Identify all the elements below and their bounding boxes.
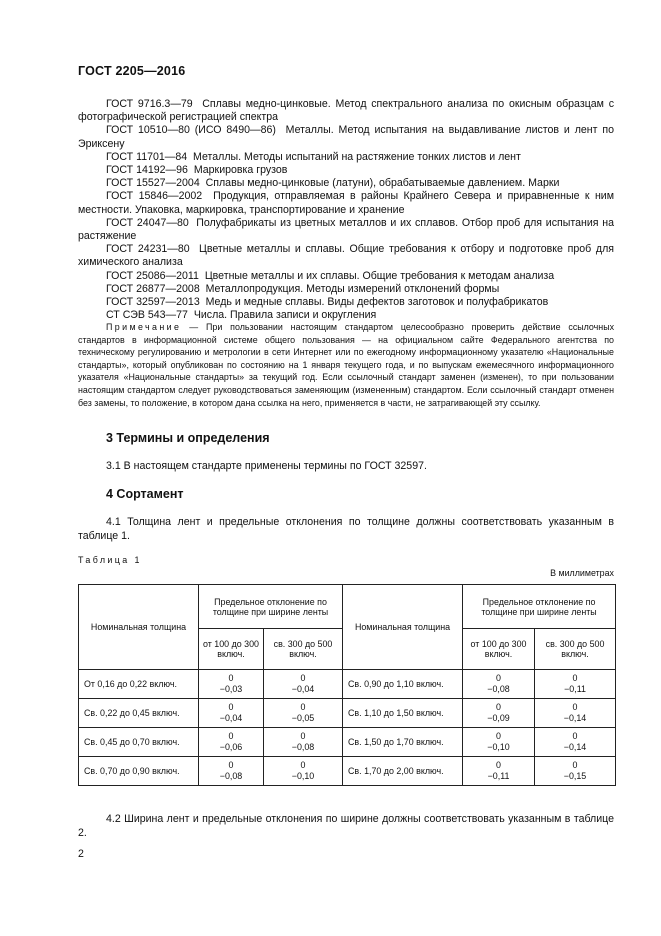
reference-item — [78, 124, 614, 150]
reference-text: Сплавы медно-цинковые. Метод спектрального анализа по окисным образцам с фотографической регистрацией спектра — [78, 98, 614, 124]
thickness-tolerance-table — [78, 584, 616, 786]
page-number: 2 — [78, 848, 84, 860]
reference-code: ГОСТ 10510—80 (ИСО 8490—86) — [106, 124, 276, 137]
clause-4-1: 4.1 Толщина лент и предельные отклонения по толщине должны соответствовать указанным в таблице 1. — [78, 516, 614, 542]
reference-item — [78, 177, 614, 190]
table-caption: Таблица 1 — [78, 555, 142, 565]
header-width-300-500: св. 300 до 500 включ. — [264, 629, 343, 670]
reference-code: ГОСТ 14192—96 — [106, 164, 188, 177]
deviation-cell: 0 −0,11 — [535, 670, 616, 699]
table-row — [79, 728, 616, 757]
document-header: ГОСТ 2205—2016 — [78, 64, 186, 78]
table-header-row — [79, 585, 616, 629]
reference-code: ГОСТ 9716.3—79 — [106, 98, 193, 110]
deviation-cell: 0 −0,06 — [199, 728, 264, 757]
reference-text: Медь и медные сплавы. Виды дефектов заготовок и полуфабрикатов — [205, 296, 549, 309]
reference-item — [78, 98, 614, 124]
header-nominal-thickness: Номинальная толщина — [79, 585, 199, 670]
reference-item — [78, 243, 614, 269]
nominal-thickness-cell: От 0,16 до 0,22 включ. — [79, 670, 199, 699]
section-4-heading: 4 Сортамент — [106, 487, 184, 501]
reference-text: Числа. Правила записи и округления — [193, 309, 377, 322]
deviation-cell: 0 −0,05 — [264, 699, 343, 728]
clause-3-1: 3.1 В настоящем стандарте применены термины по ГОСТ 32597. — [106, 460, 427, 472]
header-width-100-300: от 100 до 300 включ. — [199, 629, 264, 670]
normative-references-list — [78, 98, 614, 322]
nominal-thickness-cell: Св. 0,45 до 0,70 включ. — [79, 728, 199, 757]
reference-code: ГОСТ 24231—80 — [106, 243, 190, 256]
table-units: В миллиметрах — [550, 568, 614, 578]
reference-code: ГОСТ 15527—2004 — [106, 177, 200, 190]
reference-text: Металлы. Методы испытаний на растяжение тонких листов и лент — [193, 150, 521, 163]
header-deviation: Предельное отклонение по толщине при ширине ленты — [463, 585, 616, 629]
reference-code: ГОСТ 25086—2011 — [106, 269, 199, 282]
reference-text: Цветные металлы и сплавы. Общие требования к отбору и подготовке проб для химического анализа — [78, 243, 614, 269]
reference-item — [78, 151, 614, 164]
deviation-cell: 0 −0,04 — [199, 699, 264, 728]
reference-text: Металлы. Метод испытания на выдавливание листов и лент по Эриксену — [78, 124, 614, 150]
deviation-cell: 0 −0,08 — [463, 670, 535, 699]
deviation-cell: 0 −0,08 — [264, 728, 343, 757]
nominal-thickness-cell: Св. 0,22 до 0,45 включ. — [79, 699, 199, 728]
header-width-300-500: св. 300 до 500 включ. — [535, 629, 616, 670]
deviation-cell: 0 −0,08 — [199, 757, 264, 786]
reference-text: Металлопродукция. Методы измерений отклонений формы — [205, 282, 500, 295]
deviation-cell: 0 −0,09 — [463, 699, 535, 728]
reference-text: Сплавы медно-цинковые (латуни), обрабатываемые давлением. Марки — [205, 177, 560, 190]
reference-item — [78, 270, 614, 283]
reference-code: ГОСТ 26877—2008 — [106, 282, 200, 295]
reference-item — [78, 283, 614, 296]
reference-code: СТ СЭВ 543—77 — [106, 309, 188, 322]
reference-code: ГОСТ 24047—80 — [106, 216, 189, 229]
reference-item — [78, 296, 614, 309]
reference-item — [78, 164, 614, 177]
header-deviation: Предельное отклонение по толщине при ширине ленты — [199, 585, 343, 629]
deviation-cell: 0 −0,14 — [535, 728, 616, 757]
deviation-cell: 0 −0,04 — [264, 670, 343, 699]
section-3-heading: 3 Термины и определения — [106, 431, 270, 445]
nominal-thickness-cell: Св. 1,70 до 2,00 включ. — [343, 757, 463, 786]
reference-item — [78, 217, 614, 243]
deviation-cell: 0 −0,11 — [463, 757, 535, 786]
nominal-thickness-cell: Св. 0,70 до 0,90 включ. — [79, 757, 199, 786]
deviation-cell: 0 −0,15 — [535, 757, 616, 786]
clause-4-2: 4.2 Ширина лент и предельные отклонения по ширине должны соответствовать указанным в таблице 2. — [78, 813, 614, 839]
table-row — [79, 757, 616, 786]
reference-text: Маркировка грузов — [193, 164, 288, 177]
reference-text: Продукция, отправляемая в районы Крайнего Севера и приравненные к ним местности. Упаковка, маркировка, транспортирование и хранение — [78, 190, 615, 216]
note-label: Примечание — [106, 322, 182, 332]
nominal-thickness-cell: Св. 0,90 до 1,10 включ. — [343, 670, 463, 699]
reference-code: ГОСТ 32597—2013 — [106, 296, 200, 309]
deviation-cell: 0 −0,10 — [463, 728, 535, 757]
reference-item — [78, 190, 614, 216]
nominal-thickness-cell: Св. 1,50 до 1,70 включ. — [343, 728, 463, 757]
reference-text: Цветные металлы и их сплавы. Общие требования к методам анализа — [204, 269, 555, 282]
table-row — [79, 670, 616, 699]
note-paragraph — [78, 321, 614, 409]
reference-code: ГОСТ 11701—84 — [106, 150, 188, 163]
header-width-100-300: от 100 до 300 включ. — [463, 629, 535, 670]
header-nominal-thickness: Номинальная толщина — [343, 585, 463, 670]
deviation-cell: 0 −0,14 — [535, 699, 616, 728]
reference-code: ГОСТ 15846—2002 — [106, 190, 203, 203]
deviation-cell: 0 −0,03 — [199, 670, 264, 699]
note-text: — При пользовании настоящим стандартом целесообразно проверить действие ссылочных стандартов в информационной системе общего пользования — на официальном сайте Федерального агентства по техническому регулированию и метрологии в сети Интернет или по ежегодному информационному указателю «Национальные стандарты», который опубликован по состоянию на 1 января текущего года, и по выпускам ежемесячного информационного указателя «Национальные стандарты» за текущий год. Если ссылочный стандарт заменен (изменен), то при пользовании настоящим стандартом следует руководствоваться заменяющим (измененным) стандартом. Если ссылочный стандарт отменен без замены, то положение, в котором дана ссылка на него, применяется в части, не затрагивающей эту ссылку. — [78, 322, 615, 408]
table-row — [79, 699, 616, 728]
nominal-thickness-cell: Св. 1,10 до 1,50 включ. — [343, 699, 463, 728]
deviation-cell: 0 −0,10 — [264, 757, 343, 786]
reference-text: Полуфабрикаты из цветных металлов и их сплавов. Отбор проб для испытания на растяжение — [78, 216, 614, 243]
